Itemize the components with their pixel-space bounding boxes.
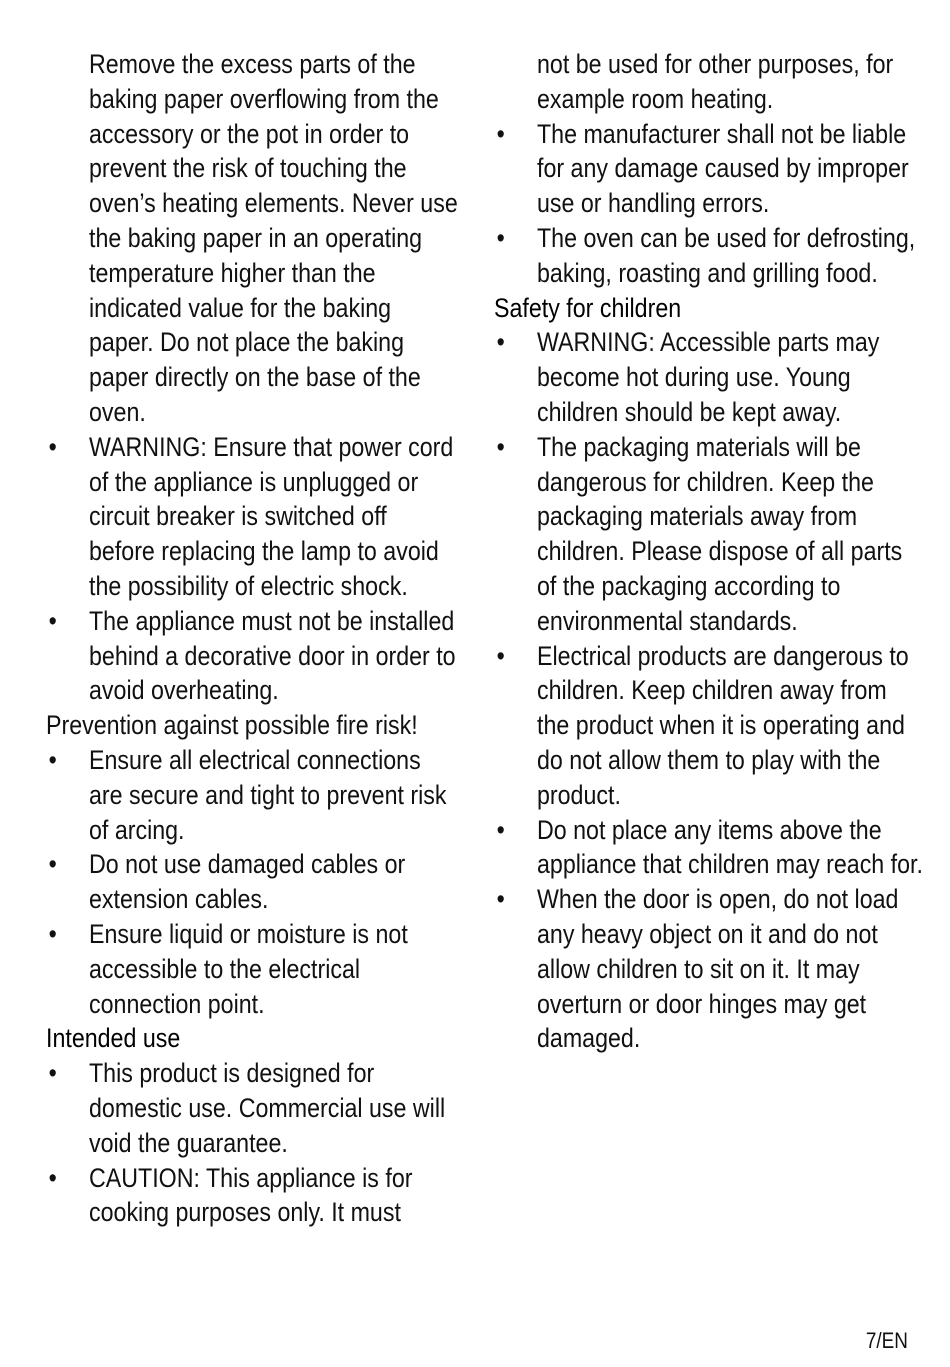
list-item	[494, 221, 924, 291]
page-number: 7/EN	[865, 1328, 908, 1353]
list-item-text: Ensure liquid or moisture is not accessible to the electrical connection point.	[89, 918, 408, 1019]
list-item	[494, 882, 924, 1056]
list-item-text: When the door is open, do not load any heavy object on it and do not allow children to sit on it. It may overturn or door hinges may get damaged.	[537, 884, 899, 1054]
list-item	[46, 1161, 459, 1231]
list-item	[494, 639, 924, 813]
bullet-icon: •	[496, 327, 505, 358]
list-item-text: Ensure all electrical connections are secure and tight to prevent risk of arcing.	[89, 744, 447, 845]
bullet-icon: •	[496, 640, 505, 671]
right-column	[494, 47, 924, 1056]
list-item-text: WARNING: Accessible parts may become hot during use. Young children should be kept away.	[537, 327, 880, 427]
list-item	[494, 813, 924, 883]
bullet-icon: •	[496, 222, 505, 253]
bullet-icon: •	[48, 918, 57, 949]
bullet-icon: •	[48, 1162, 57, 1193]
left-column	[46, 47, 459, 1230]
list-item	[494, 117, 924, 221]
list-item-text: not be used for other purposes, for example room heating.	[537, 49, 894, 114]
bullet-icon: •	[496, 431, 505, 462]
bullet-icon: •	[496, 118, 505, 149]
list-item	[46, 917, 459, 1021]
list-item-continuation	[494, 47, 924, 117]
list-item-text: Do not place any items above the appliance that children may reach for.	[537, 814, 923, 880]
section-heading-intended-use: Intended use	[46, 1023, 181, 1054]
list-item-text: The oven can be used for defrosting, baking, roasting and grilling food.	[537, 222, 916, 288]
list-item-continuation	[46, 47, 459, 430]
list-item	[46, 743, 459, 847]
bullet-icon: •	[48, 431, 57, 462]
section-heading-fire-risk: Prevention against possible fire risk!	[46, 710, 418, 741]
list-item	[46, 847, 459, 917]
list-item	[46, 430, 459, 604]
list-item-text: Do not use damaged cables or extension cables.	[89, 849, 406, 915]
bullet-icon: •	[48, 1058, 57, 1089]
list-item-text: CAUTION: This appliance is for cooking purposes only. It must	[89, 1162, 413, 1228]
list-item	[46, 1056, 459, 1160]
list-item	[494, 430, 924, 639]
bullet-icon: •	[48, 605, 57, 636]
list-item-text: WARNING: Ensure that power cord of the appliance is unplugged or circuit breaker is switched off before replacing the lamp to avoid the possibility of electric shock.	[89, 431, 454, 601]
list-item-text: Remove the excess parts of the baking paper overflowing from the accessory or the pot in order to prevent the risk of touching the oven’s heating elements. Never use the baking paper in an operating temperature higher than the indicated value for the baking paper. Do not place the baking paper directly on the base of the oven.	[89, 49, 458, 427]
list-item	[494, 325, 924, 429]
list-item-text: The packaging materials will be dangerous for children. Keep the packaging materials away from children. Please dispose of all parts of the packaging according to environmental standards.	[537, 431, 903, 636]
list-item-text: Electrical products are dangerous to children. Keep children away from the product when it is operating and do not allow them to play with the product.	[537, 640, 909, 810]
list-item	[46, 604, 459, 708]
bullet-icon: •	[48, 849, 57, 880]
list-item-text: The appliance must not be installed behind a decorative door in order to avoid overheating.	[89, 605, 456, 706]
list-item-text: The manufacturer shall not be liable for any damage caused by improper use or handling errors.	[537, 118, 909, 219]
list-item-text: This product is designed for domestic use. Commercial use will void the guarantee.	[89, 1058, 446, 1158]
bullet-icon: •	[496, 814, 505, 845]
bullet-icon: •	[48, 744, 57, 775]
bullet-icon: •	[496, 884, 505, 915]
section-heading-safety-for-children: Safety for children	[494, 292, 682, 323]
